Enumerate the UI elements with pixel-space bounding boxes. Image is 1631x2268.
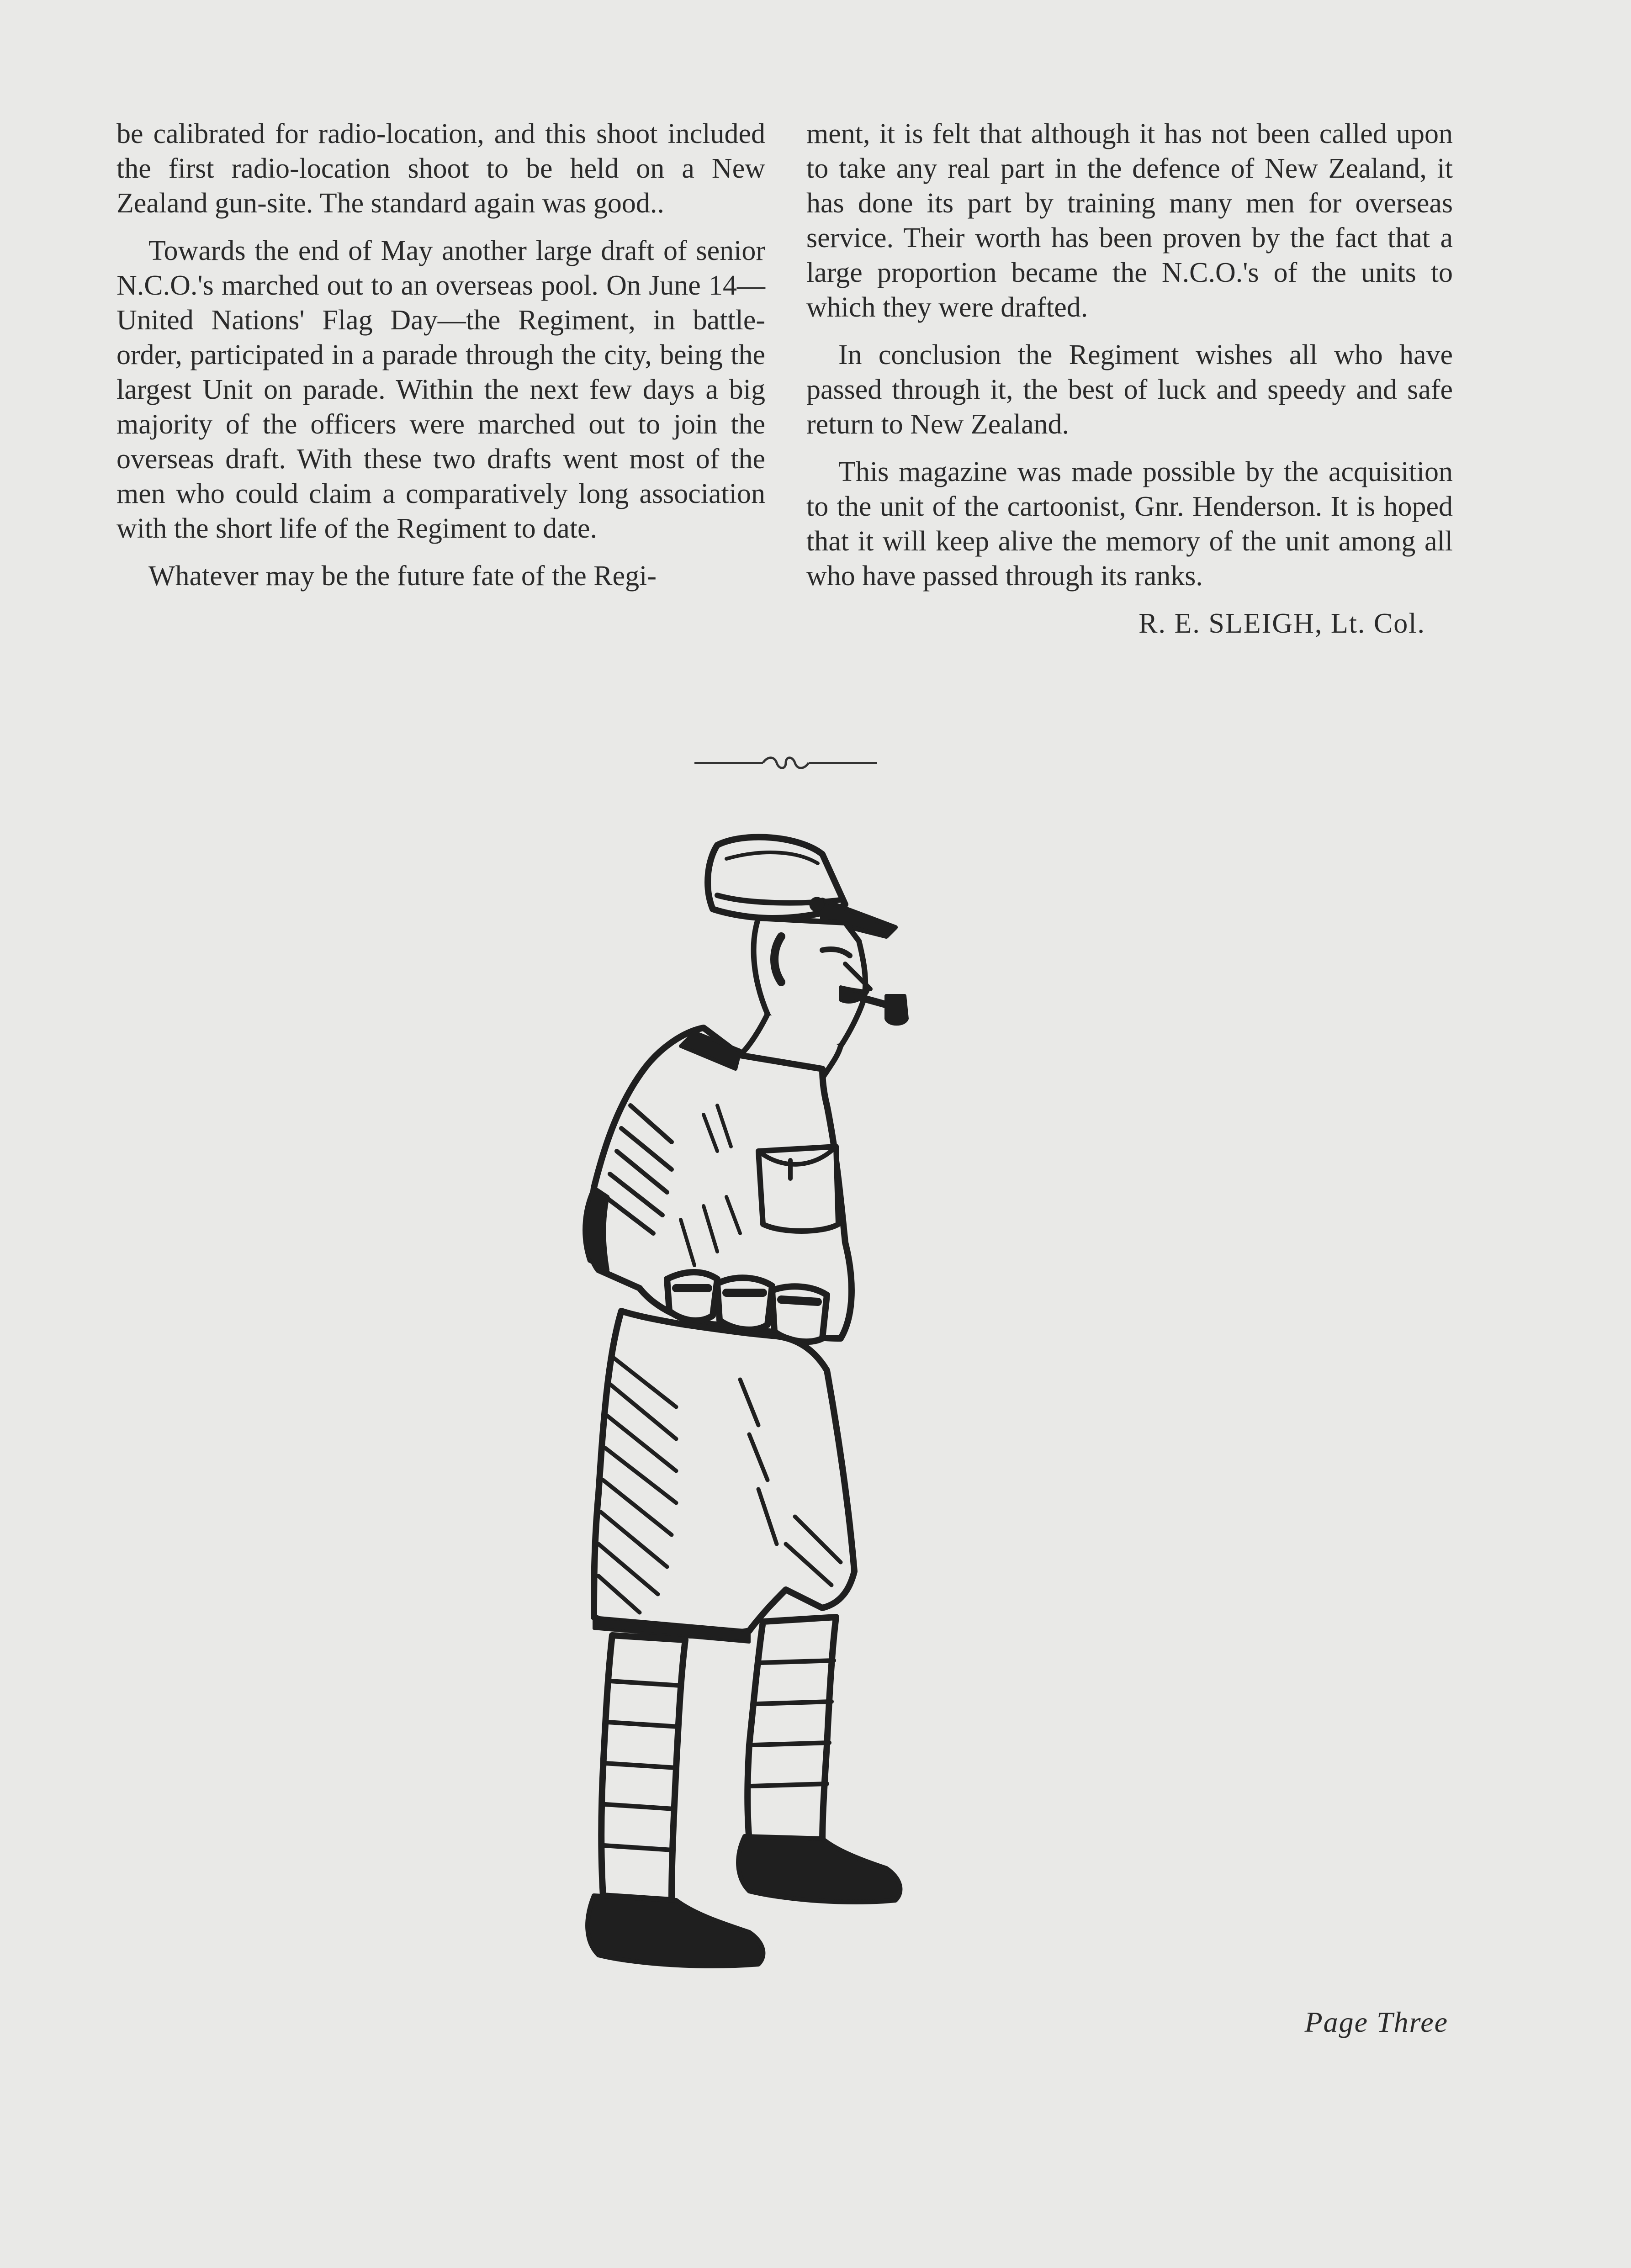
paragraph: Towards the end of May another large draft of senior N.C.O.'s marched out to an overseas pool. On June 14—United Nations' Flag Day—the Regiment, in battle-order, participated in a parade through the city, being the largest Unit on parade. Within the next few days a big majority of the officers were marched out to join the overseas draft. With these two drafts went most of the men who could claim a comparatively long association with the short life of the Regiment to date. — [116, 235, 765, 544]
page-number: Page Three — [1304, 2006, 1448, 2038]
paragraph: In conclusion the Regiment wishes all who have passed through it, the best of luck and speedy and safe return to New Zealand. — [806, 339, 1453, 440]
left-text-column — [116, 116, 765, 606]
paragraph: be calibrated for radio-location, and this shoot included the first radio-location shoot to be held on a New Zealand gun-site. The standard again was good.. — [116, 118, 765, 219]
soldier-cartoon-icon — [567, 831, 1014, 1983]
paragraph: This magazine was made possible by the acquisition to the unit of the cartoonist, Gnr. Henderson. It is hoped that it will keep alive the memory of the unit among all who have passed through its ranks. — [806, 456, 1453, 592]
author-signature: R. E. SLEIGH, Lt. Col. — [1139, 608, 1425, 639]
right-text-column — [806, 116, 1453, 654]
paragraph: ment, it is felt that although it has not been called upon to take any real part in the defence of New Zealand, it has done its part by training many men for overseas service. Their worth has been proven by the fact that a large proportion became the N.C.O.'s of the units to which they were drafted. — [806, 118, 1453, 323]
dash-scroll-ornament-icon — [694, 751, 877, 774]
paragraph: Whatever may be the future fate of the Regi- — [148, 560, 657, 592]
